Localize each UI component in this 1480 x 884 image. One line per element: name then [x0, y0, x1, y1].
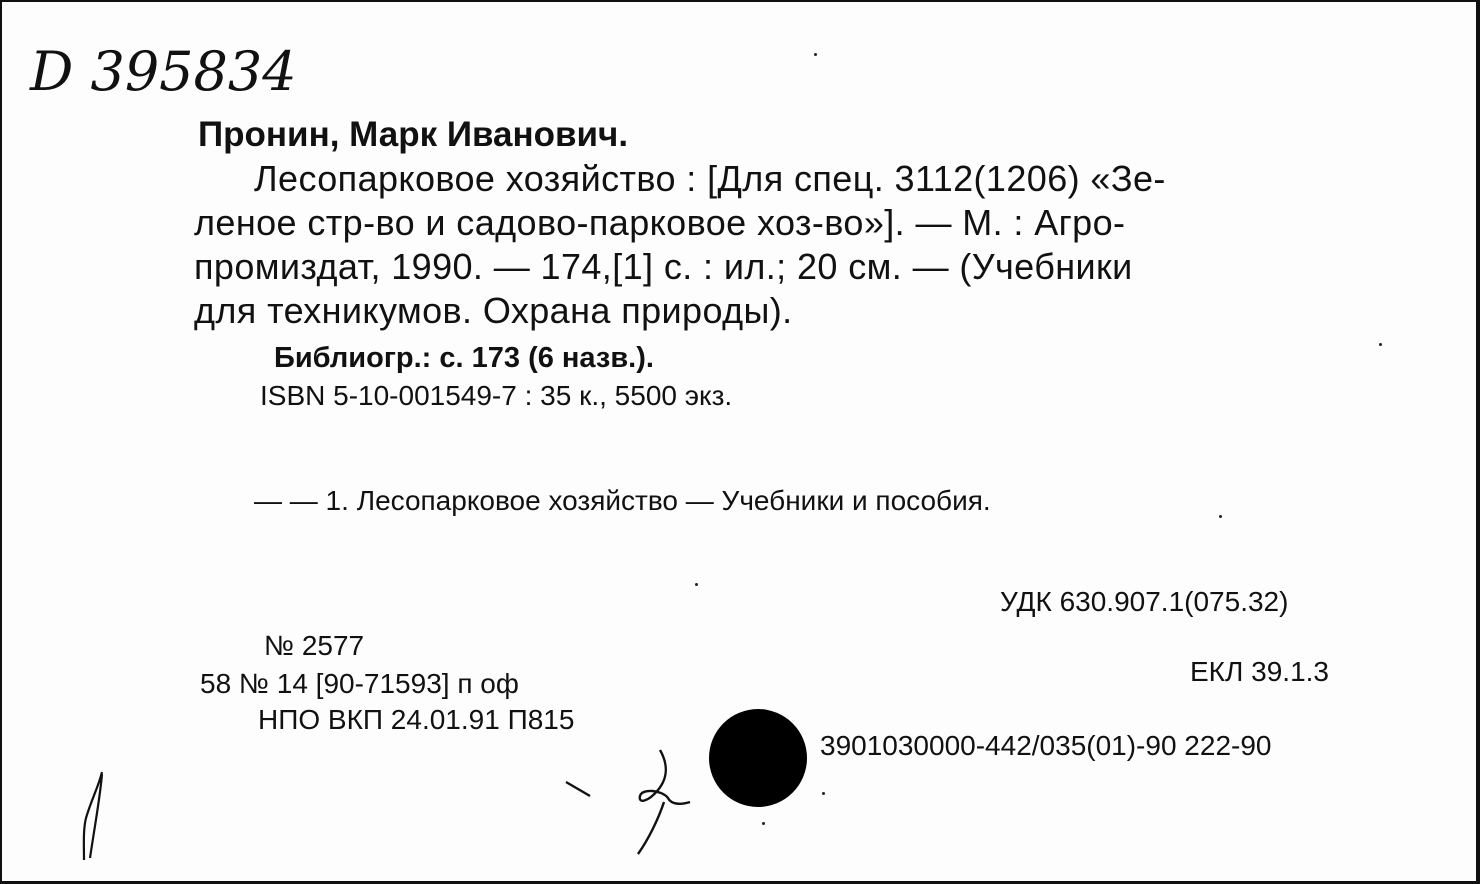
description-line-4: для техникумов. Охрана природы). — [194, 290, 793, 331]
bibliography-note: Библиогр.: с. 173 (6 назв.). — [274, 342, 654, 374]
udk-code: УДК 630.907.1(075.32) — [1000, 586, 1289, 617]
punch-hole — [709, 709, 807, 807]
author-heading: Пронин, Марк Иванович. — [198, 115, 629, 154]
handwritten-initial-mark — [628, 744, 698, 860]
card-number: № 2577 — [264, 630, 365, 661]
description-line-3: промиздат, 1990. — 174,[1] с. : ил.; 20 см. — (Учебники — [194, 246, 1133, 287]
handwritten-call-number: D 395834 — [30, 40, 297, 103]
isbn-line: ISBN 5-10-001549-7 : 35 к., 5500 экз. — [260, 380, 733, 411]
speck — [762, 822, 765, 825]
subject-heading: — — 1. Лесопарковое хозяйство — Учебники и пособия. — [254, 485, 991, 516]
description-line-2: леное стр-во и садово-парковое хоз-во»]. — М. : Агро- — [194, 202, 1126, 243]
pen-stroke-left — [78, 768, 114, 864]
speck — [695, 583, 698, 586]
speck — [814, 53, 817, 56]
speck — [822, 792, 825, 795]
print-info: 58 № 14 [90-71593] п оф — [200, 668, 519, 699]
speck — [1219, 515, 1222, 518]
pen-mark-dash — [564, 778, 596, 802]
catalog-code: 3901030000-442/035(01)-90 222-90 — [820, 730, 1272, 761]
speck — [1379, 343, 1382, 346]
description-line-1: Лесопарковое хозяйство : [Для спец. 3112(1206) «Зе- — [254, 158, 1166, 199]
ekl-code: ЕКЛ 39.1.3 — [1190, 656, 1329, 687]
npo-info: НПО ВКП 24.01.91 П815 — [258, 704, 575, 735]
